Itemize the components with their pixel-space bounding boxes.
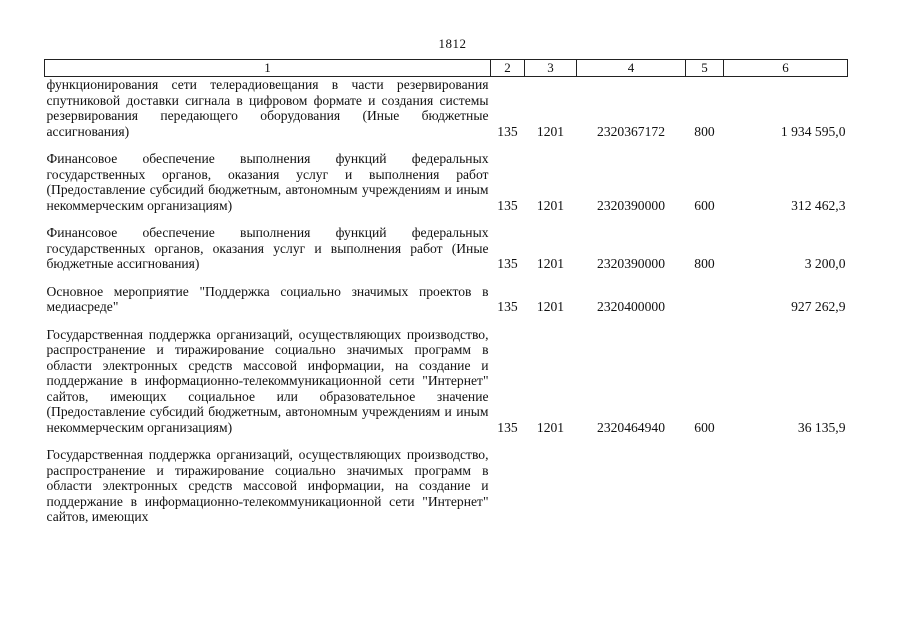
column-number-header-row bbox=[45, 60, 848, 77]
row-target-item-code: 2320390000 bbox=[597, 197, 665, 213]
row-ministry-code: 135 bbox=[497, 419, 518, 435]
row-expense-type-code: 600 bbox=[694, 419, 715, 435]
row-target-item-code: 2320464940 bbox=[597, 419, 665, 435]
column-header-1: 1 bbox=[45, 60, 491, 77]
row-amount: 927 262,9 bbox=[791, 299, 846, 314]
column-header-4: 4 bbox=[577, 60, 686, 77]
table-row bbox=[45, 219, 848, 278]
table-row bbox=[45, 441, 848, 525]
table-row bbox=[45, 145, 848, 219]
column-header-5: 5 bbox=[686, 60, 724, 77]
table-row bbox=[45, 278, 848, 321]
row-amount: 312 462,3 bbox=[791, 197, 846, 213]
row-description: Государственная поддержка организаций, осуществляющих производство, распространение и тиражирование социально значимых программ в области электронных средств массовой информации, на создание и поддержание в информационно-телекоммуникационной сети "Интернет" сайтов, имеющих социальное или образовательное значение (Предоставление субсидий бюджетным, автономным учреждениям и иным некоммерческим организациям) bbox=[46, 326, 489, 435]
row-expense-type-code: 800 bbox=[694, 123, 715, 139]
row-expense-type-code: 600 bbox=[694, 197, 715, 213]
row-target-item-code: 2320367172 bbox=[597, 123, 665, 139]
row-amount: 3 200,0 bbox=[804, 256, 846, 271]
row-expense-type-code bbox=[686, 441, 724, 525]
row-section-code: 1201 bbox=[536, 256, 565, 271]
row-target-item-code: 2320400000 bbox=[597, 299, 665, 314]
column-header-6: 6 bbox=[724, 60, 848, 77]
row-expense-type-code: 800 bbox=[694, 256, 715, 271]
budget-table bbox=[44, 59, 848, 525]
row-ministry-code: 135 bbox=[497, 123, 518, 139]
row-description: Финансовое обеспечение выполнения функций федеральных государственных органов, оказания услуг и выполнения работ (Иные бюджетные ассигнования) bbox=[46, 225, 489, 271]
column-header-3: 3 bbox=[525, 60, 577, 77]
row-amount: 36 135,9 bbox=[797, 419, 846, 435]
row-ministry-code: 135 bbox=[497, 299, 518, 314]
row-target-item-code bbox=[577, 441, 686, 525]
table-row bbox=[45, 321, 848, 442]
row-section-code: 1201 bbox=[536, 299, 565, 314]
row-ministry-code: 135 bbox=[497, 256, 518, 271]
row-ministry-code: 135 bbox=[497, 197, 518, 213]
row-ministry-code bbox=[491, 441, 525, 525]
row-description: Финансовое обеспечение выполнения функций федеральных государственных органов, оказания услуг и выполнения работ (Предоставление субсидий бюджетным, автономным учреждениям и иным некоммерческим организациям) bbox=[46, 151, 489, 213]
row-description: Государственная поддержка организаций, осуществляющих производство, распространение и тиражирование социально значимых программ в области электронных средств массовой информации, на создание и поддержание в информационно-телекоммуникационной сети "Интернет" сайтов, имеющих bbox=[46, 447, 489, 524]
row-section-code: 1201 bbox=[536, 197, 565, 213]
row-target-item-code: 2320390000 bbox=[597, 256, 665, 271]
table-row bbox=[45, 77, 848, 146]
row-section-code bbox=[525, 441, 577, 525]
row-section-code: 1201 bbox=[536, 123, 565, 139]
row-amount bbox=[724, 441, 848, 525]
column-header-2: 2 bbox=[491, 60, 525, 77]
row-expense-type-code bbox=[686, 278, 724, 321]
row-amount: 1 934 595,0 bbox=[780, 123, 846, 139]
row-description: Основное мероприятие "Поддержка социально значимых проектов в медиасреде" bbox=[46, 283, 489, 314]
row-description: функционирования сети телерадиовещания в части резервирования спутниковой доставки сигнала в цифровом формате и создания системы резервирования передающего оборудования (Иные бюджетные ассигнования) bbox=[46, 77, 489, 139]
page-number: 1812 bbox=[438, 36, 467, 51]
row-section-code: 1201 bbox=[536, 419, 565, 435]
